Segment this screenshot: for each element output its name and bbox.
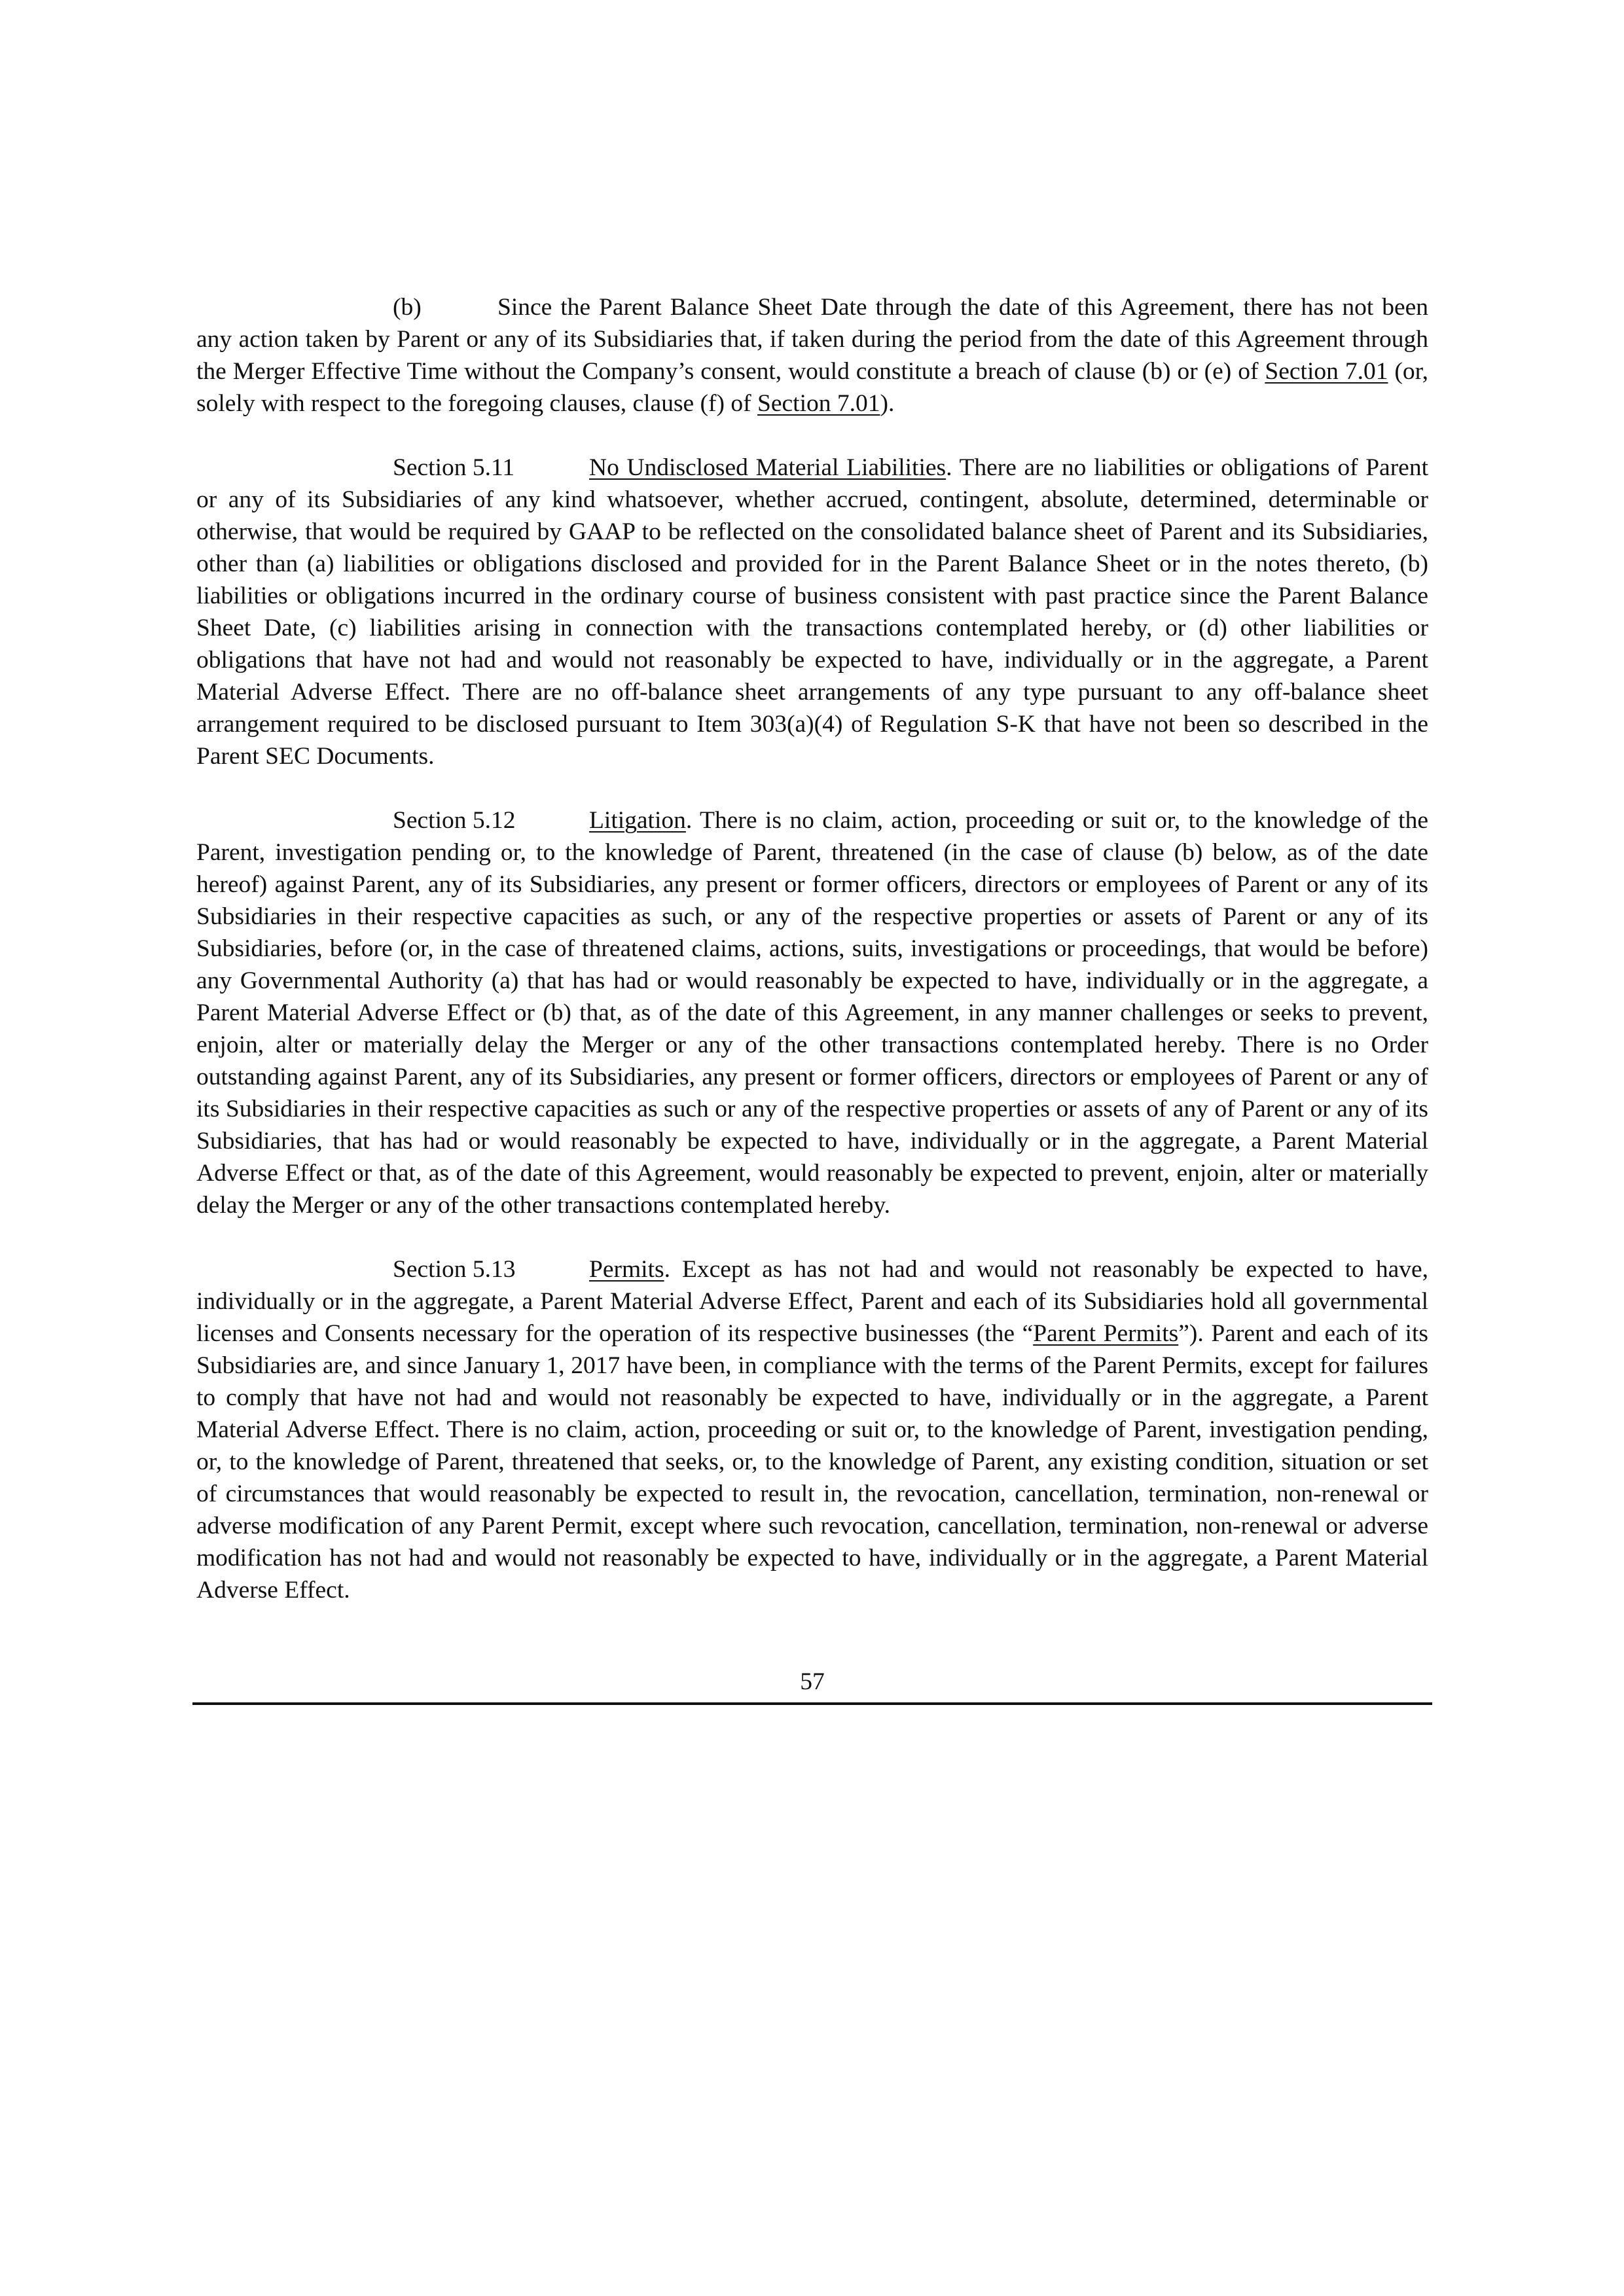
paragraph-label: (b) xyxy=(393,294,422,321)
page-number: 57 xyxy=(800,1668,825,1695)
paragraph-text: (or, solely with respect to the foregoing clauses, clause (f) of xyxy=(196,358,1428,417)
section-reference-link[interactable]: Section 7.01 xyxy=(1265,358,1388,385)
section-heading: Permits xyxy=(589,1256,664,1283)
section-5-12 xyxy=(196,804,1428,1221)
section-number: Section 5.12 xyxy=(393,807,516,834)
section-5-11 xyxy=(196,452,1428,772)
paragraph-text: ). xyxy=(880,390,895,417)
section-reference-link[interactable]: Section 7.01 xyxy=(757,390,880,417)
section-body: . Except as has not had and would not reasonably be expected to have, individually or in the aggregate, a Parent Material Adverse Effect, Parent and each of its Subsidiaries hold all governmental licenses and Consents necessary for the operation of its respective businesses (the “ xyxy=(196,1256,1428,1347)
section-number: Section 5.11 xyxy=(393,454,515,481)
section-number: Section 5.13 xyxy=(393,1256,516,1283)
paragraph-text: Since the Parent Balance Sheet Date through the date of this Agreement, there has not been any action taken by Parent or any of its Subsidiaries that, if taken during the period from the date of this Agreement through the Merger Effective Time without the Company’s consent, would constitute a breach of clause (b) or (e) of xyxy=(196,294,1428,385)
page-footer xyxy=(192,1666,1432,1718)
section-heading: No Undisclosed Material Liabilities xyxy=(589,454,947,481)
section-5-13 xyxy=(196,1253,1428,1606)
document-body xyxy=(196,291,1428,1606)
section-body: ”). Parent and each of its Subsidiaries are, and since January 1, 2017 have been, in compliance with the terms of the Parent Permits, except for failures to comply that have not had and would not reasonably be expected to have, individually or in the aggregate, a Parent Material Adverse Effect. There is no claim, action, proceeding or suit or, to the knowledge of Parent, investigation pending, or, to the knowledge of Parent, threatened that seeks, or, to the knowledge of Parent, any existing condition, situation or set of circumstances that would reasonably be expected to result in, the revocation, cancellation, termination, non-renewal or adverse modification of any Parent Permit, except where such revocation, cancellation, termination, non-renewal or adverse modification has not had and would not reasonably be expected to have, individually or in the aggregate, a Parent Material Adverse Effect. xyxy=(196,1320,1428,1604)
footer-divider xyxy=(192,1702,1432,1705)
section-body: . There is no claim, action, proceeding or suit or, to the knowledge of the Parent, investigation pending or, to the knowledge of Parent, threatened (in the case of clause (b) below, as of the date hereof) against Parent, any of its Subsidiaries, any present or former officers, directors or employees of Parent or any of its Subsidiaries in their respective capacities as such, or any of the respective properties or assets of Parent or any of its Subsidiaries, before (or, in the case of threatened claims, actions, suits, investigations or proceedings, that would be before) any Governmental Authority (a) that has had or would reasonably be expected to have, individually or in the aggregate, a Parent Material Adverse Effect or (b) that, as of the date of this Agreement, in any manner challenges or seeks to prevent, enjoin, alter or materially delay the Merger or any of the other transactions contemplated hereby. There is no Order outstanding against Parent, any of its Subsidiaries, any present or former officers, directors or employees of Parent or any of its Subsidiaries in their respective capacities as such or any of the respective properties or assets of any of Parent or any of its Subsidiaries, that has had or would reasonably be expected to have, individually or in the aggregate, a Parent Material Adverse Effect or that, as of the date of this Agreement, would reasonably be expected to prevent, enjoin, alter or materially delay the Merger or any of the other transactions contemplated hereby. xyxy=(196,807,1428,1219)
defined-term: Parent Permits xyxy=(1033,1320,1179,1347)
section-heading: Litigation xyxy=(589,807,686,834)
section-body: . There are no liabilities or obligations of Parent or any of its Subsidiaries of any kind whatsoever, whether accrued, contingent, absolute, determined, determinable or otherwise, that would be required by GAAP to be reflected on the consolidated balance sheet of Parent and its Subsidiaries, other than (a) liabilities or obligations disclosed and provided for in the Parent Balance Sheet or in the notes thereto, (b) liabilities or obligations incurred in the ordinary course of business consistent with past practice since the Parent Balance Sheet Date, (c) liabilities arising in connection with the transactions contemplated hereby, or (d) other liabilities or obligations that have not had and would not reasonably be expected to have, individually or in the aggregate, a Parent Material Adverse Effect. There are no off-balance sheet arrangements of any type pursuant to any off-balance sheet arrangement required to be disclosed pursuant to Item 303(a)(4) of Regulation S-K that have not been so described in the Parent SEC Documents. xyxy=(196,454,1428,770)
paragraph-b xyxy=(196,291,1428,420)
